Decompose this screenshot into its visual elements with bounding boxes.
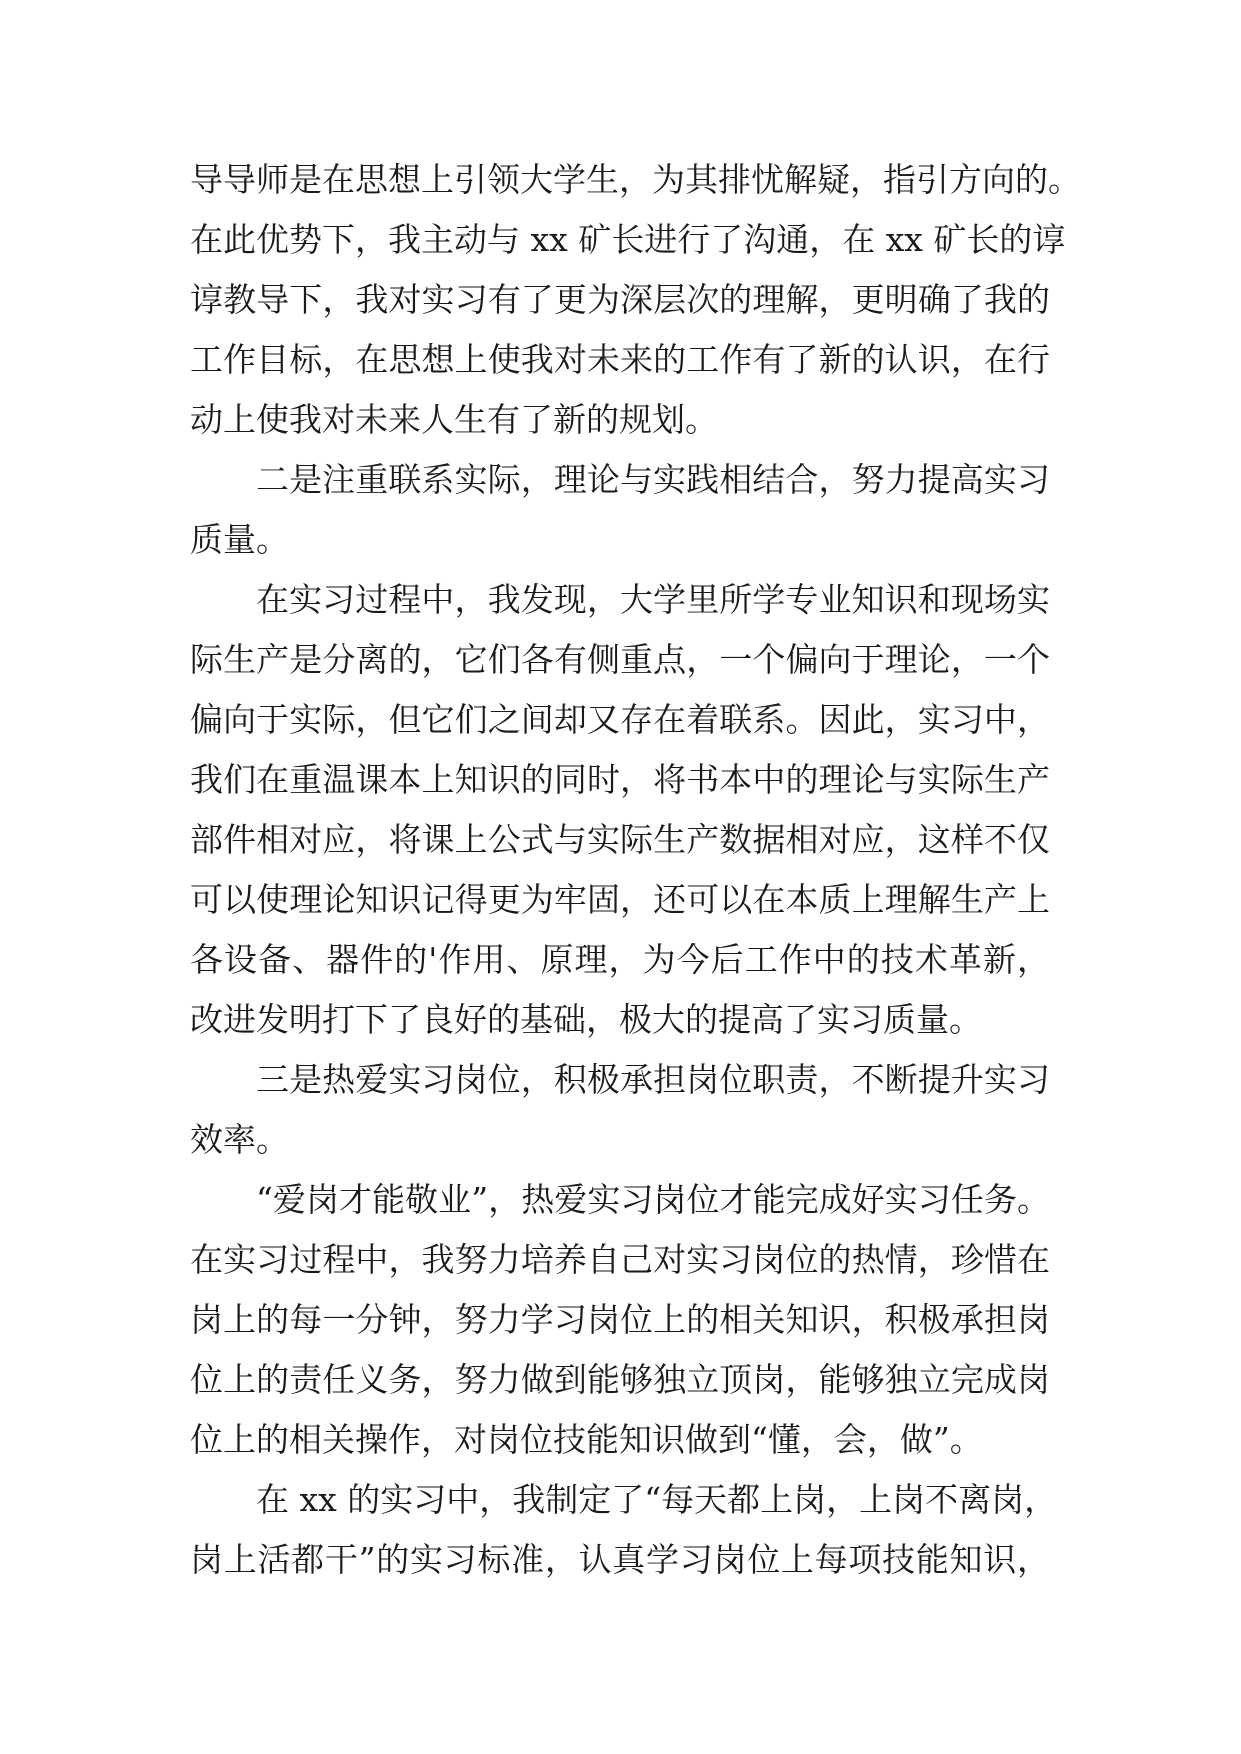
text-line: 可以使理论知识记得更为牢固，还可以在本质上理解生产上 — [190, 880, 1050, 919]
text-line: 工作目标，在思想上使我对未来的工作有了新的认识，在行 — [190, 340, 1050, 379]
text-line: 部件相对应，将课上公式与实际生产数据相对应，这样不仅 — [190, 820, 1050, 859]
text-line: 动上使我对未来人生有了新的规划。 — [190, 400, 718, 439]
text-line: 位上的责任义务，努力做到能够独立顶岗，能够独立完成岗 — [190, 1360, 1050, 1399]
text-line: 在实习过程中，我发现，大学里所学专业知识和现场实 — [256, 580, 1050, 619]
text-line: 改进发明打下了良好的基础，极大的提高了实习质量。 — [190, 1000, 982, 1039]
text-line: 谆教导下，我对实习有了更为深层次的理解，更明确了我的 — [190, 280, 1050, 319]
text-line: “爱岗才能敬业”，热爱实习岗位才能完成好实习任务。 — [256, 1180, 1050, 1219]
text-line: 岗上活都干”的实习标准，认真学习岗位上每项技能知识， — [190, 1540, 1050, 1579]
text-line: 导导师是在思想上引领大学生，为其排忧解疑，指引方向的。 — [190, 160, 1081, 199]
section-heading-line: 质量。 — [190, 520, 289, 559]
text-line: 偏向于实际，但它们之间却又存在着联系。因此，实习中， — [190, 700, 1050, 739]
text-line: 位上的相关操作，对岗位技能知识做到“懂，会，做”。 — [190, 1420, 983, 1459]
section-heading-line: 二是注重联系实际，理论与实践相结合，努力提高实习 — [256, 460, 1050, 499]
text-line: 在实习过程中，我努力培养自己对实习岗位的热情，珍惜在 — [190, 1240, 1050, 1279]
text-line: 在 xx 的实习中，我制定了“每天都上岗，上岗不离岗， — [256, 1480, 1058, 1519]
text-line: 岗上的每一分钟，努力学习岗位上的相关知识，积极承担岗 — [190, 1300, 1050, 1339]
text-line: 各设备、器件的'作用、原理，为今后工作中的技术革新， — [190, 940, 1050, 979]
text-line: 在此优势下，我主动与 xx 矿长进行了沟通，在 xx 矿长的谆 — [190, 220, 1066, 259]
text-line: 我们在重温课本上知识的同时，将书本中的理论与实际生产 — [190, 760, 1050, 799]
text-line: 际生产是分离的，它们各有侧重点，一个偏向于理论，一个 — [190, 640, 1050, 679]
section-heading-line: 效率。 — [190, 1120, 289, 1159]
section-heading-line: 三是热爱实习岗位，积极承担岗位职责，不断提升实习 — [256, 1060, 1050, 1099]
